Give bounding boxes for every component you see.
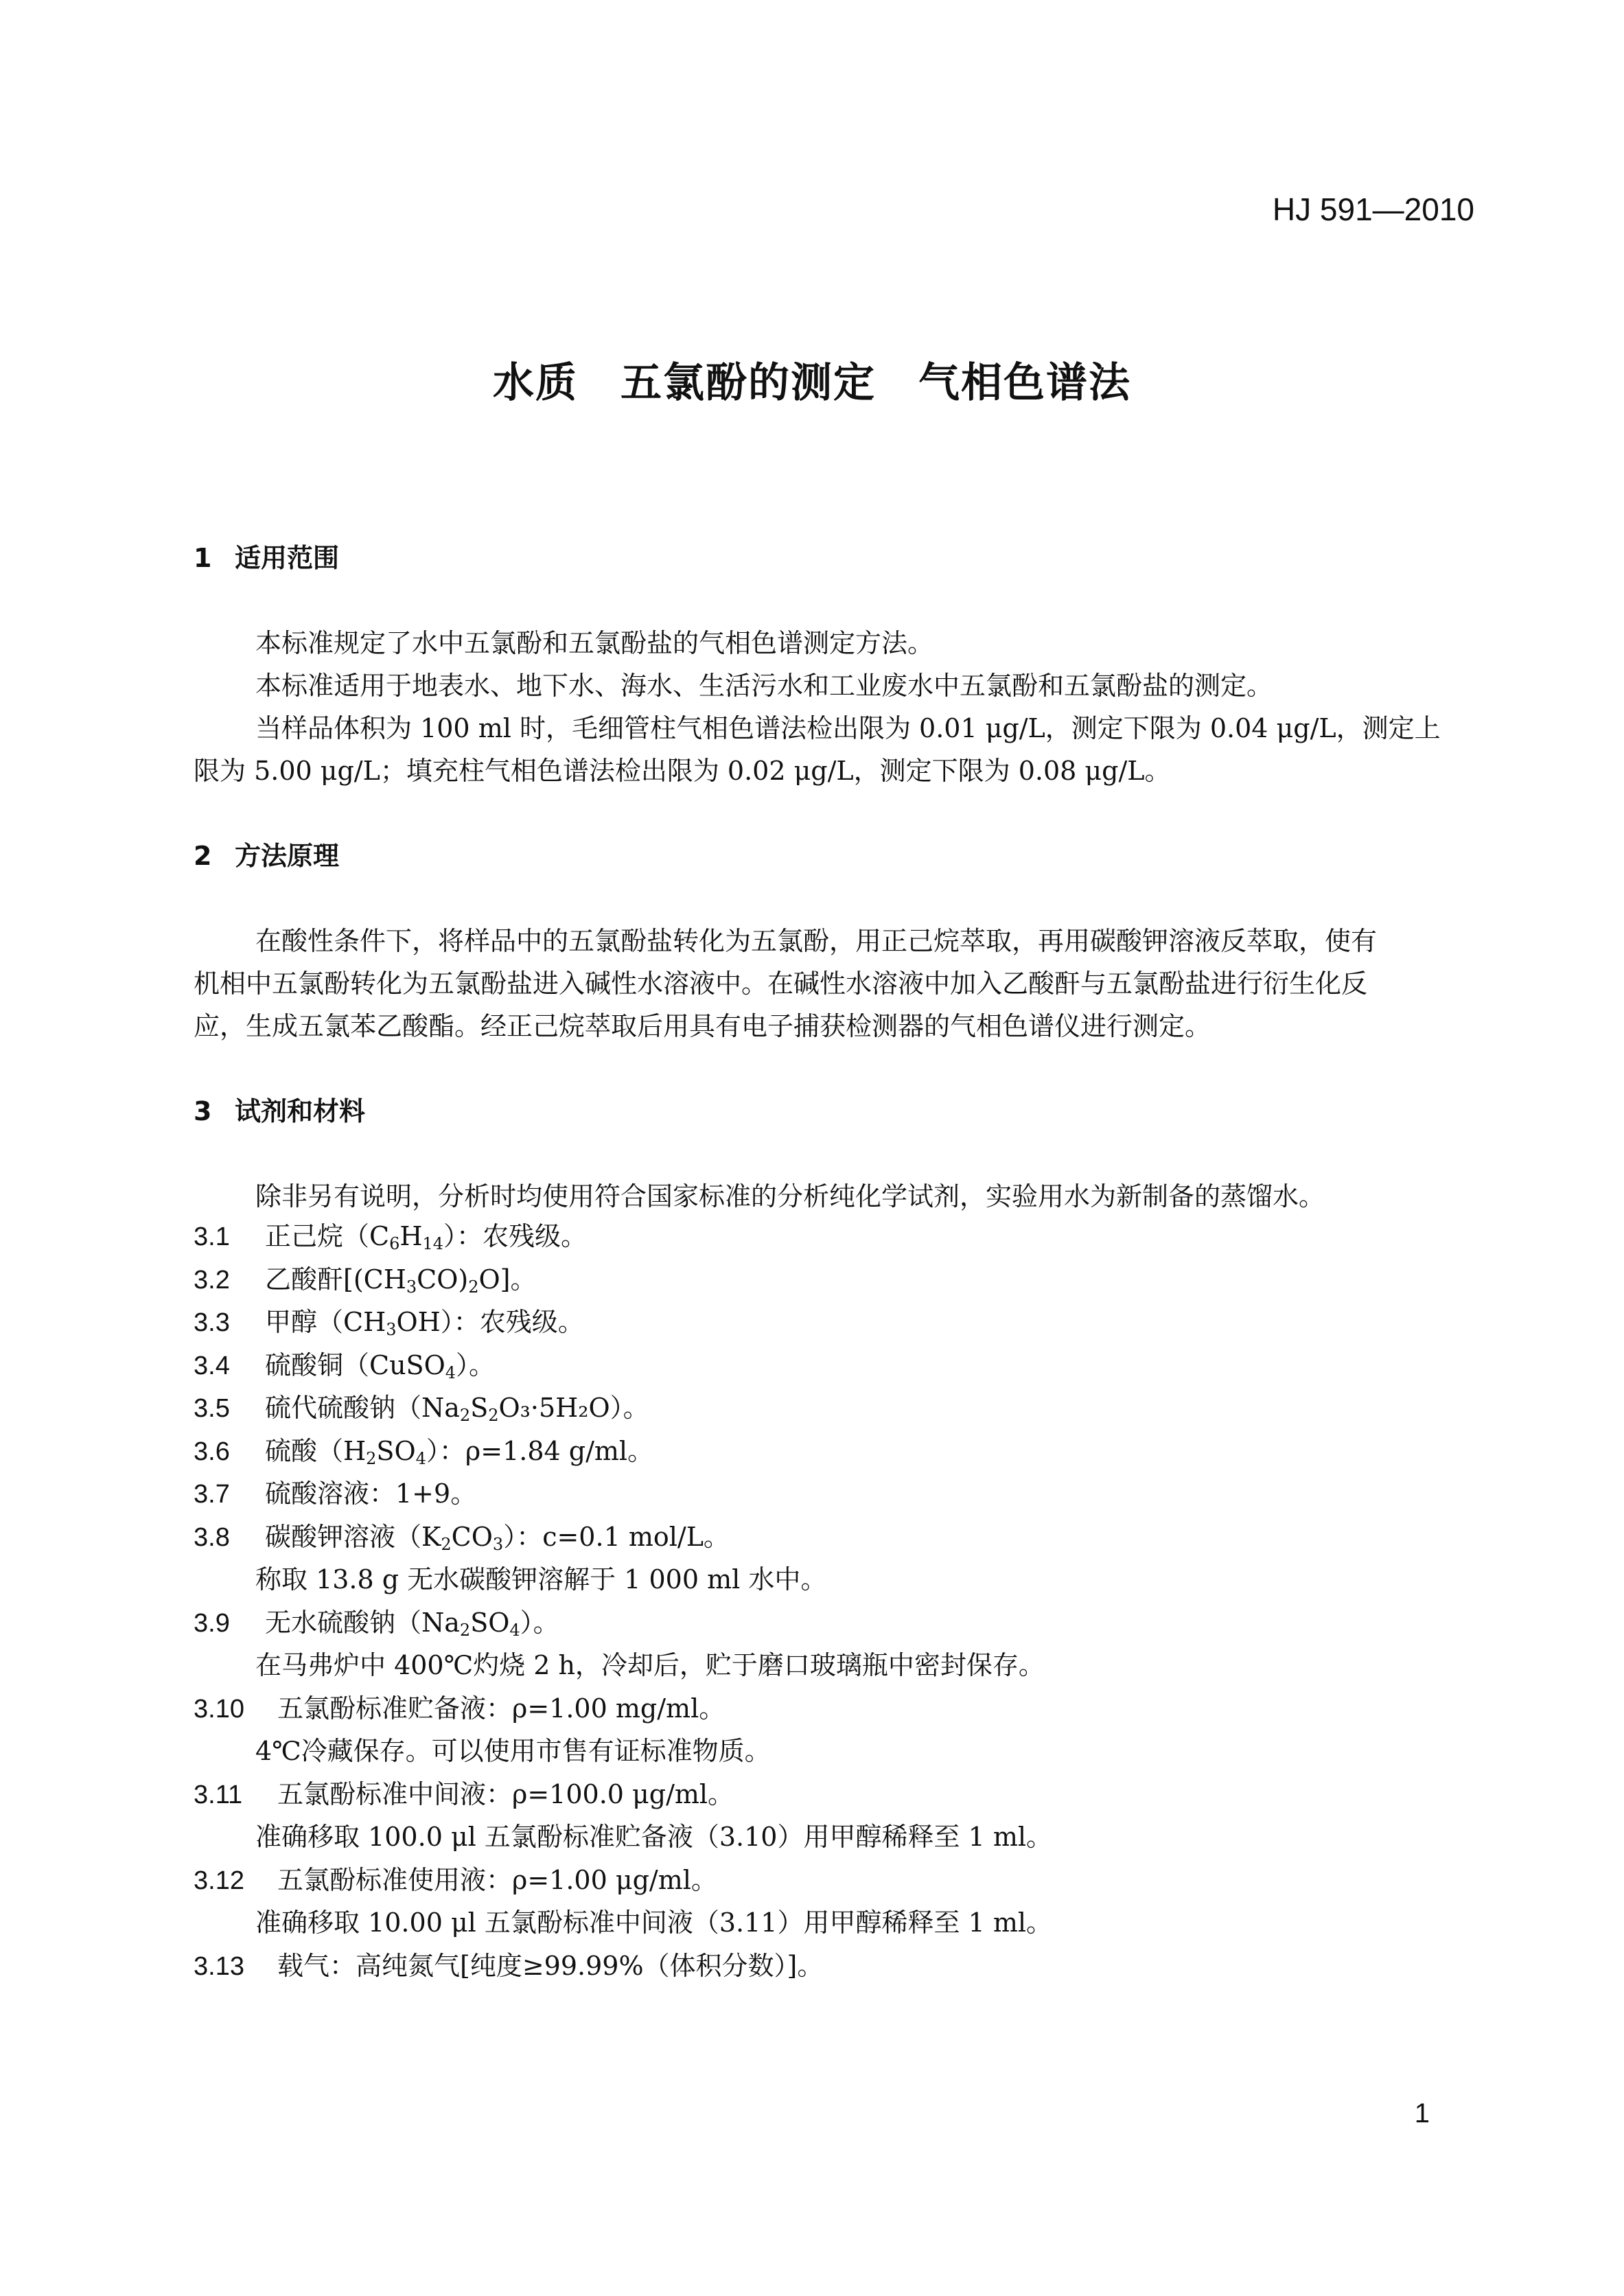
text-run: 正己烷（C xyxy=(265,1221,390,1251)
item-number: 3.8 xyxy=(194,1523,230,1552)
paragraph: 本标准规定了水中五氯酚和五氯酚盐的气相色谱测定方法。 xyxy=(255,628,934,658)
text-run: 硫酸（H xyxy=(265,1436,367,1466)
text-run: OH）：农残级。 xyxy=(396,1307,584,1337)
text-run: O₃·5H₂O）。 xyxy=(498,1393,649,1423)
item-text xyxy=(277,1779,734,1809)
item-number: 3.13 xyxy=(194,1952,244,1981)
item-number: 3.6 xyxy=(194,1437,230,1466)
item-text xyxy=(255,1907,1052,1938)
item-text xyxy=(265,1264,536,1295)
item-text xyxy=(255,1564,826,1595)
item-number: 3.4 xyxy=(194,1352,230,1380)
section-title: 适用范围 xyxy=(235,543,340,573)
text-run: ）：ρ=1.84 g/ml。 xyxy=(426,1436,654,1466)
reagent-item xyxy=(194,1472,476,1510)
item-text xyxy=(265,1522,730,1552)
item-text xyxy=(277,1865,717,1895)
item-text xyxy=(265,1479,476,1509)
text-run: 载气：高纯氮气[纯度≥99.99%（体积分数）]。 xyxy=(277,1951,824,1981)
text-run: 无水硫酸钠（Na xyxy=(265,1608,460,1638)
item-text xyxy=(265,1436,653,1466)
subscript: 4 xyxy=(445,1363,456,1382)
subscript: 2 xyxy=(488,1406,499,1425)
reagent-item xyxy=(194,1387,649,1424)
subscript: 2 xyxy=(468,1277,479,1297)
item-number: 3.9 xyxy=(194,1609,230,1638)
reagent-note xyxy=(255,1901,1052,1939)
item-text xyxy=(265,1221,587,1251)
subscript: 3 xyxy=(492,1535,504,1554)
item-number: 3.1 xyxy=(194,1222,230,1251)
text-run: 称取 13.8 g 无水碳酸钾溶解于 1 000 ml 水中。 xyxy=(255,1564,827,1595)
reagent-note xyxy=(255,1730,771,1767)
reagent-item xyxy=(194,1859,717,1897)
item-text xyxy=(255,1736,771,1766)
item-number: 3.11 xyxy=(194,1781,243,1809)
section-heading-2 xyxy=(194,835,339,872)
section-number: 2 xyxy=(194,841,212,871)
text-run: ）：c=0.1 mol/L。 xyxy=(503,1522,730,1552)
item-text xyxy=(265,1350,495,1380)
paragraph: 当样品体积为 100 ml 时，毛细管柱气相色谱法检出限为 0.01 μg/L，测定下限为 0.04 μg/L，测定上 xyxy=(255,713,1441,743)
text-run: 硫酸溶液：1+9。 xyxy=(265,1479,477,1509)
text-run: 五氯酚标准贮备液：ρ=1.00 mg/ml。 xyxy=(277,1693,726,1724)
reagent-item xyxy=(194,1430,653,1468)
subscript: 2 xyxy=(459,1621,471,1640)
subscript: 4 xyxy=(415,1449,426,1468)
text-run: O]。 xyxy=(478,1264,537,1295)
reagent-item xyxy=(194,1773,734,1811)
item-text xyxy=(265,1393,649,1423)
item-number: 3.5 xyxy=(194,1394,230,1423)
text-run: S xyxy=(470,1393,489,1423)
reagent-item xyxy=(194,1215,587,1253)
reagent-note xyxy=(255,1816,1052,1853)
subscript: 14 xyxy=(422,1234,444,1253)
text-run: 五氯酚标准中间液：ρ=100.0 μg/ml。 xyxy=(277,1779,734,1809)
subscript: 3 xyxy=(386,1320,397,1339)
item-number: 3.10 xyxy=(194,1695,244,1724)
item-text xyxy=(255,1650,1045,1680)
text-run: 碳酸钾溶液（K xyxy=(265,1522,441,1552)
section-number: 1 xyxy=(194,543,212,573)
paragraph: 在酸性条件下，将样品中的五氯酚盐转化为五氯酚，用正己烷萃取，再用碳酸钾溶液反萃取，使有 xyxy=(255,926,1378,956)
text-run: 准确移取 100.0 μl 五氯酚标准贮备液（3.10）用甲醇稀释至 1 ml。 xyxy=(255,1822,1053,1852)
item-text xyxy=(277,1951,823,1981)
reagent-note xyxy=(255,1558,826,1596)
text-run: CO) xyxy=(417,1264,469,1295)
section-title: 试剂和材料 xyxy=(235,1096,366,1126)
text-run: ）：农残级。 xyxy=(443,1221,588,1251)
text-run: ）。 xyxy=(456,1350,496,1380)
paragraph: 应，生成五氯苯乙酸酯。经正己烷萃取后用具有电子捕获检测器的气相色谱仪进行测定。 xyxy=(194,1011,1211,1041)
item-text xyxy=(265,1608,559,1638)
section-heading-3 xyxy=(194,1090,365,1128)
subscript: 2 xyxy=(366,1449,377,1468)
text-run: 4℃冷藏保存。可以使用市售有证标准物质。 xyxy=(255,1736,771,1766)
paragraph: 本标准适用于地表水、地下水、海水、生活污水和工业废水中五氯酚和五氯酚盐的测定。 xyxy=(255,671,1273,701)
text-run: ）。 xyxy=(520,1608,559,1638)
item-text xyxy=(255,1822,1052,1852)
standard-number: HJ 591—2010 xyxy=(1272,192,1474,227)
text-run: CO xyxy=(451,1522,493,1552)
text-run: 五氯酚标准使用液：ρ=1.00 μg/ml。 xyxy=(277,1865,717,1895)
item-text xyxy=(277,1693,725,1724)
subscript: 6 xyxy=(389,1234,400,1253)
paragraph: 限为 5.00 μg/L；填充柱气相色谱法检出限为 0.02 μg/L，测定下限为 0.08 μg/L。 xyxy=(194,756,1171,786)
text-run: 在马弗炉中 400℃灼烧 2 h，冷却后，贮于磨口玻璃瓶中密封保存。 xyxy=(255,1650,1045,1680)
text-run: 乙酸酐[(CH xyxy=(265,1264,406,1295)
paragraph: 除非另有说明，分析时均使用符合国家标准的分析纯化学试剂，实验用水为新制备的蒸馏水。 xyxy=(255,1181,1325,1211)
text-run: SO xyxy=(376,1436,416,1466)
item-number: 3.7 xyxy=(194,1480,230,1509)
reagent-item xyxy=(194,1301,584,1338)
reagent-note xyxy=(255,1644,1045,1682)
item-text xyxy=(265,1307,584,1337)
reagent-item xyxy=(194,1516,730,1553)
text-run: 硫酸铜（CuSO xyxy=(265,1350,445,1380)
text-run: SO xyxy=(470,1608,510,1638)
page-number: 1 xyxy=(1414,2098,1430,2129)
reagent-item xyxy=(194,1687,725,1725)
reagent-item xyxy=(194,1344,495,1382)
subscript: 2 xyxy=(441,1535,452,1554)
subscript: 2 xyxy=(459,1406,471,1425)
subscript: 4 xyxy=(509,1621,520,1640)
paragraph: 机相中五氯酚转化为五氯酚盐进入碱性水溶液中。在碱性水溶液中加入乙酸酐与五氯酚盐进行衍生化反 xyxy=(194,969,1368,999)
item-number: 3.12 xyxy=(194,1866,244,1895)
item-number: 3.2 xyxy=(194,1266,230,1295)
text-run: 甲醇（CH xyxy=(265,1307,386,1337)
reagent-item xyxy=(194,1258,536,1296)
subscript: 3 xyxy=(406,1277,417,1297)
item-number: 3.3 xyxy=(194,1308,230,1337)
text-run: 准确移取 10.00 μl 五氯酚标准中间液（3.11）用甲醇稀释至 1 ml。 xyxy=(255,1907,1053,1938)
section-title: 方法原理 xyxy=(235,841,340,871)
section-number: 3 xyxy=(194,1096,212,1126)
text-run: 硫代硫酸钠（Na xyxy=(265,1393,460,1423)
reagent-item xyxy=(194,1945,823,1982)
reagent-item xyxy=(194,1601,559,1639)
text-run: H xyxy=(399,1221,423,1251)
document-title: 水质 五氯酚的测定 气相色谱法 xyxy=(493,359,1131,407)
section-heading-1 xyxy=(194,537,339,575)
